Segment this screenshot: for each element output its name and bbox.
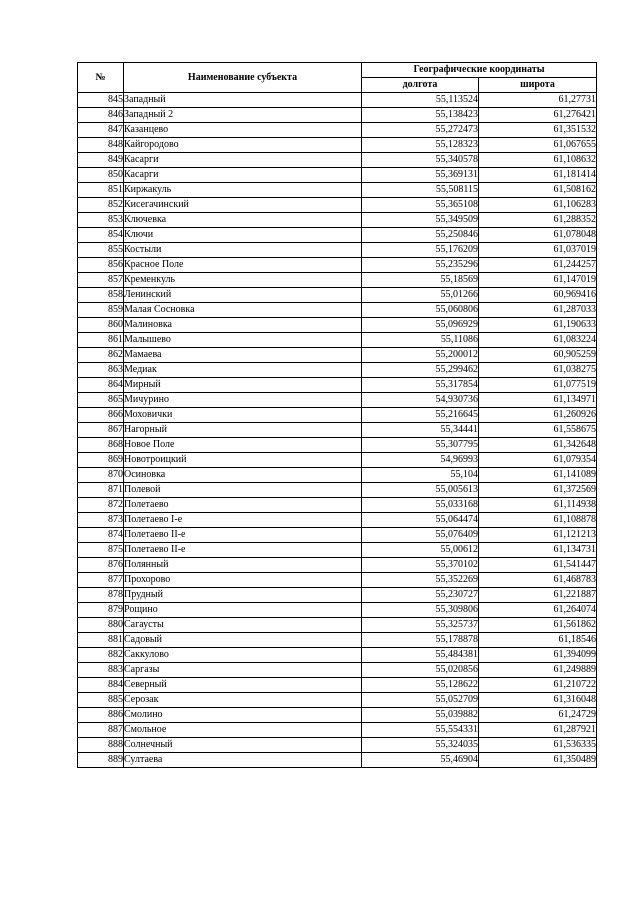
longitude-value: 55,34441 (362, 423, 479, 438)
latitude-value: 61,372569 (479, 483, 597, 498)
subject-name: Киржакуль (124, 183, 362, 198)
longitude-value: 55,484381 (362, 648, 479, 663)
longitude-value: 55,18569 (362, 273, 479, 288)
row-number: 868 (78, 438, 124, 453)
latitude-value: 61,288352 (479, 213, 597, 228)
subject-name: Саккулово (124, 648, 362, 663)
row-number: 873 (78, 513, 124, 528)
latitude-value: 61,394099 (479, 648, 597, 663)
row-number: 878 (78, 588, 124, 603)
latitude-value: 60,969416 (479, 288, 597, 303)
subject-name: Смольное (124, 723, 362, 738)
longitude-value: 55,176209 (362, 243, 479, 258)
row-number: 845 (78, 93, 124, 108)
subject-name: Прохорово (124, 573, 362, 588)
row-number: 874 (78, 528, 124, 543)
longitude-value: 55,128622 (362, 678, 479, 693)
row-number: 884 (78, 678, 124, 693)
longitude-value: 55,317854 (362, 378, 479, 393)
table-row (78, 228, 597, 243)
table-row (78, 408, 597, 423)
latitude-value: 61,508162 (479, 183, 597, 198)
row-number: 856 (78, 258, 124, 273)
longitude-value: 55,340578 (362, 153, 479, 168)
latitude-value: 61,260926 (479, 408, 597, 423)
row-number: 866 (78, 408, 124, 423)
longitude-value: 55,104 (362, 468, 479, 483)
latitude-value: 61,249889 (479, 663, 597, 678)
latitude-value: 61,244257 (479, 258, 597, 273)
table-row (78, 543, 597, 558)
row-number: 888 (78, 738, 124, 753)
longitude-value: 54,96993 (362, 453, 479, 468)
row-number: 881 (78, 633, 124, 648)
table-row (78, 573, 597, 588)
latitude-value: 61,134731 (479, 543, 597, 558)
latitude-value: 61,18546 (479, 633, 597, 648)
subject-name: Западный (124, 93, 362, 108)
longitude-value: 55,00612 (362, 543, 479, 558)
table-row (78, 723, 597, 738)
table-row (78, 558, 597, 573)
subject-name: Полетаево II-е (124, 543, 362, 558)
longitude-value: 55,369131 (362, 168, 479, 183)
longitude-value: 55,235296 (362, 258, 479, 273)
latitude-value: 61,181414 (479, 168, 597, 183)
subject-name: Моховички (124, 408, 362, 423)
longitude-value: 55,076409 (362, 528, 479, 543)
row-number: 854 (78, 228, 124, 243)
subject-name: Серозак (124, 693, 362, 708)
subject-name: Мичурино (124, 393, 362, 408)
subject-name: Полянный (124, 558, 362, 573)
table-row (78, 153, 597, 168)
row-number: 870 (78, 468, 124, 483)
latitude-value: 61,037019 (479, 243, 597, 258)
row-number: 865 (78, 393, 124, 408)
latitude-value: 61,342648 (479, 438, 597, 453)
table-row (78, 633, 597, 648)
header-number: № (78, 63, 124, 93)
latitude-value: 61,078048 (479, 228, 597, 243)
latitude-value: 61,536335 (479, 738, 597, 753)
latitude-value: 61,561862 (479, 618, 597, 633)
latitude-value: 61,108632 (479, 153, 597, 168)
latitude-value: 61,468783 (479, 573, 597, 588)
latitude-value: 61,210722 (479, 678, 597, 693)
longitude-value: 55,352269 (362, 573, 479, 588)
longitude-value: 55,365108 (362, 198, 479, 213)
latitude-value: 61,276421 (479, 108, 597, 123)
longitude-value: 55,005613 (362, 483, 479, 498)
latitude-value: 61,083224 (479, 333, 597, 348)
subject-name: Казанцево (124, 123, 362, 138)
table-row (78, 498, 597, 513)
subject-name: Мирный (124, 378, 362, 393)
subject-name: Новотроицкий (124, 453, 362, 468)
latitude-value: 61,287921 (479, 723, 597, 738)
header-longitude: долгота (362, 78, 479, 93)
row-number: 855 (78, 243, 124, 258)
longitude-value: 55,230727 (362, 588, 479, 603)
longitude-value: 55,324035 (362, 738, 479, 753)
longitude-value: 55,200012 (362, 348, 479, 363)
row-number: 885 (78, 693, 124, 708)
longitude-value: 55,039882 (362, 708, 479, 723)
row-number: 862 (78, 348, 124, 363)
header-latitude: широта (479, 78, 597, 93)
latitude-value: 61,106283 (479, 198, 597, 213)
table-row (78, 753, 597, 768)
longitude-value: 55,508115 (362, 183, 479, 198)
longitude-value: 55,128323 (362, 138, 479, 153)
subject-name: Осиновка (124, 468, 362, 483)
row-number: 859 (78, 303, 124, 318)
latitude-value: 61,121213 (479, 528, 597, 543)
table-row (78, 393, 597, 408)
table-row (78, 528, 597, 543)
latitude-value: 61,134971 (479, 393, 597, 408)
row-number: 877 (78, 573, 124, 588)
longitude-value: 55,272473 (362, 123, 479, 138)
latitude-value: 61,141089 (479, 468, 597, 483)
latitude-value: 61,27731 (479, 93, 597, 108)
row-number: 869 (78, 453, 124, 468)
latitude-value: 61,287033 (479, 303, 597, 318)
subject-name: Ленинский (124, 288, 362, 303)
row-number: 880 (78, 618, 124, 633)
subject-name: Саргазы (124, 663, 362, 678)
header-coordinates: Географические координаты (362, 63, 597, 78)
latitude-value: 61,038275 (479, 363, 597, 378)
row-number: 879 (78, 603, 124, 618)
latitude-value: 61,067655 (479, 138, 597, 153)
latitude-value: 61,079354 (479, 453, 597, 468)
row-number: 850 (78, 168, 124, 183)
header-subject-name: Наименование субъекта (124, 63, 362, 93)
longitude-value: 55,178878 (362, 633, 479, 648)
row-number: 887 (78, 723, 124, 738)
row-number: 857 (78, 273, 124, 288)
longitude-value: 55,370102 (362, 558, 479, 573)
longitude-value: 55,216645 (362, 408, 479, 423)
latitude-value: 61,077519 (479, 378, 597, 393)
table-row (78, 168, 597, 183)
subject-name: Ключи (124, 228, 362, 243)
subject-name: Малышево (124, 333, 362, 348)
table-row (78, 483, 597, 498)
row-number: 860 (78, 318, 124, 333)
longitude-value: 54,930736 (362, 393, 479, 408)
subject-name: Прудный (124, 588, 362, 603)
table-row (78, 438, 597, 453)
table-row (78, 678, 597, 693)
longitude-value: 55,033168 (362, 498, 479, 513)
row-number: 867 (78, 423, 124, 438)
row-number: 875 (78, 543, 124, 558)
coordinates-table (77, 62, 597, 768)
subject-name: Смолино (124, 708, 362, 723)
subject-name: Малиновка (124, 318, 362, 333)
table-row (78, 738, 597, 753)
subject-name: Ключевка (124, 213, 362, 228)
latitude-value: 61,108878 (479, 513, 597, 528)
table-row (78, 693, 597, 708)
row-number: 889 (78, 753, 124, 768)
latitude-value: 61,351532 (479, 123, 597, 138)
subject-name: Касарги (124, 153, 362, 168)
table-row (78, 588, 597, 603)
longitude-value: 55,060806 (362, 303, 479, 318)
latitude-value: 61,24729 (479, 708, 597, 723)
longitude-value: 55,096929 (362, 318, 479, 333)
row-number: 847 (78, 123, 124, 138)
longitude-value: 55,01266 (362, 288, 479, 303)
row-number: 871 (78, 483, 124, 498)
table-row (78, 108, 597, 123)
row-number: 861 (78, 333, 124, 348)
longitude-value: 55,46904 (362, 753, 479, 768)
latitude-value: 61,350489 (479, 753, 597, 768)
latitude-value: 61,541447 (479, 558, 597, 573)
latitude-value: 60,905259 (479, 348, 597, 363)
row-number: 872 (78, 498, 124, 513)
longitude-value: 55,325737 (362, 618, 479, 633)
subject-name: Малая Сосновка (124, 303, 362, 318)
table-row (78, 363, 597, 378)
subject-name: Сагаусты (124, 618, 362, 633)
subject-name: Красное Поле (124, 258, 362, 273)
subject-name: Северный (124, 678, 362, 693)
subject-name: Медиак (124, 363, 362, 378)
longitude-value: 55,020856 (362, 663, 479, 678)
row-number: 863 (78, 363, 124, 378)
subject-name: Кременкуль (124, 273, 362, 288)
subject-name: Кайгородово (124, 138, 362, 153)
row-number: 882 (78, 648, 124, 663)
table-row (78, 303, 597, 318)
table-row (78, 603, 597, 618)
table-row (78, 513, 597, 528)
row-number: 851 (78, 183, 124, 198)
table-row (78, 468, 597, 483)
table-row (78, 663, 597, 678)
subject-name: Полетаево I-е (124, 513, 362, 528)
table-row (78, 213, 597, 228)
table-row (78, 423, 597, 438)
table-row (78, 93, 597, 108)
table-row (78, 708, 597, 723)
row-number: 886 (78, 708, 124, 723)
table-row (78, 138, 597, 153)
table-row (78, 648, 597, 663)
longitude-value: 55,349509 (362, 213, 479, 228)
row-number: 846 (78, 108, 124, 123)
subject-name: Султаева (124, 753, 362, 768)
row-number: 853 (78, 213, 124, 228)
subject-name: Полетаево (124, 498, 362, 513)
table-row (78, 378, 597, 393)
longitude-value: 55,11086 (362, 333, 479, 348)
subject-name: Кисегачинский (124, 198, 362, 213)
subject-name: Касарги (124, 168, 362, 183)
row-number: 883 (78, 663, 124, 678)
longitude-value: 55,138423 (362, 108, 479, 123)
longitude-value: 55,299462 (362, 363, 479, 378)
subject-name: Полевой (124, 483, 362, 498)
row-number: 848 (78, 138, 124, 153)
latitude-value: 61,114938 (479, 498, 597, 513)
latitude-value: 61,558675 (479, 423, 597, 438)
longitude-value: 55,554331 (362, 723, 479, 738)
subject-name: Садовый (124, 633, 362, 648)
subject-name: Новое Поле (124, 438, 362, 453)
subject-name: Полетаево II-е (124, 528, 362, 543)
latitude-value: 61,190633 (479, 318, 597, 333)
table-row (78, 198, 597, 213)
subject-name: Рощино (124, 603, 362, 618)
row-number: 864 (78, 378, 124, 393)
longitude-value: 55,064474 (362, 513, 479, 528)
row-number: 852 (78, 198, 124, 213)
table-row (78, 258, 597, 273)
table-row (78, 453, 597, 468)
longitude-value: 55,309806 (362, 603, 479, 618)
subject-name: Западный 2 (124, 108, 362, 123)
longitude-value: 55,052709 (362, 693, 479, 708)
subject-name: Солнечный (124, 738, 362, 753)
table-row (78, 618, 597, 633)
longitude-value: 55,250846 (362, 228, 479, 243)
longitude-value: 55,113524 (362, 93, 479, 108)
table-row (78, 243, 597, 258)
table-row (78, 318, 597, 333)
table-row (78, 348, 597, 363)
row-number: 858 (78, 288, 124, 303)
subject-name: Нагорный (124, 423, 362, 438)
row-number: 849 (78, 153, 124, 168)
subject-name: Костыли (124, 243, 362, 258)
latitude-value: 61,264074 (479, 603, 597, 618)
table-row (78, 288, 597, 303)
latitude-value: 61,147019 (479, 273, 597, 288)
row-number: 876 (78, 558, 124, 573)
latitude-value: 61,221887 (479, 588, 597, 603)
table-row (78, 123, 597, 138)
latitude-value: 61,316048 (479, 693, 597, 708)
subject-name: Мамаева (124, 348, 362, 363)
table-row (78, 333, 597, 348)
table-row (78, 183, 597, 198)
longitude-value: 55,307795 (362, 438, 479, 453)
table-row (78, 273, 597, 288)
